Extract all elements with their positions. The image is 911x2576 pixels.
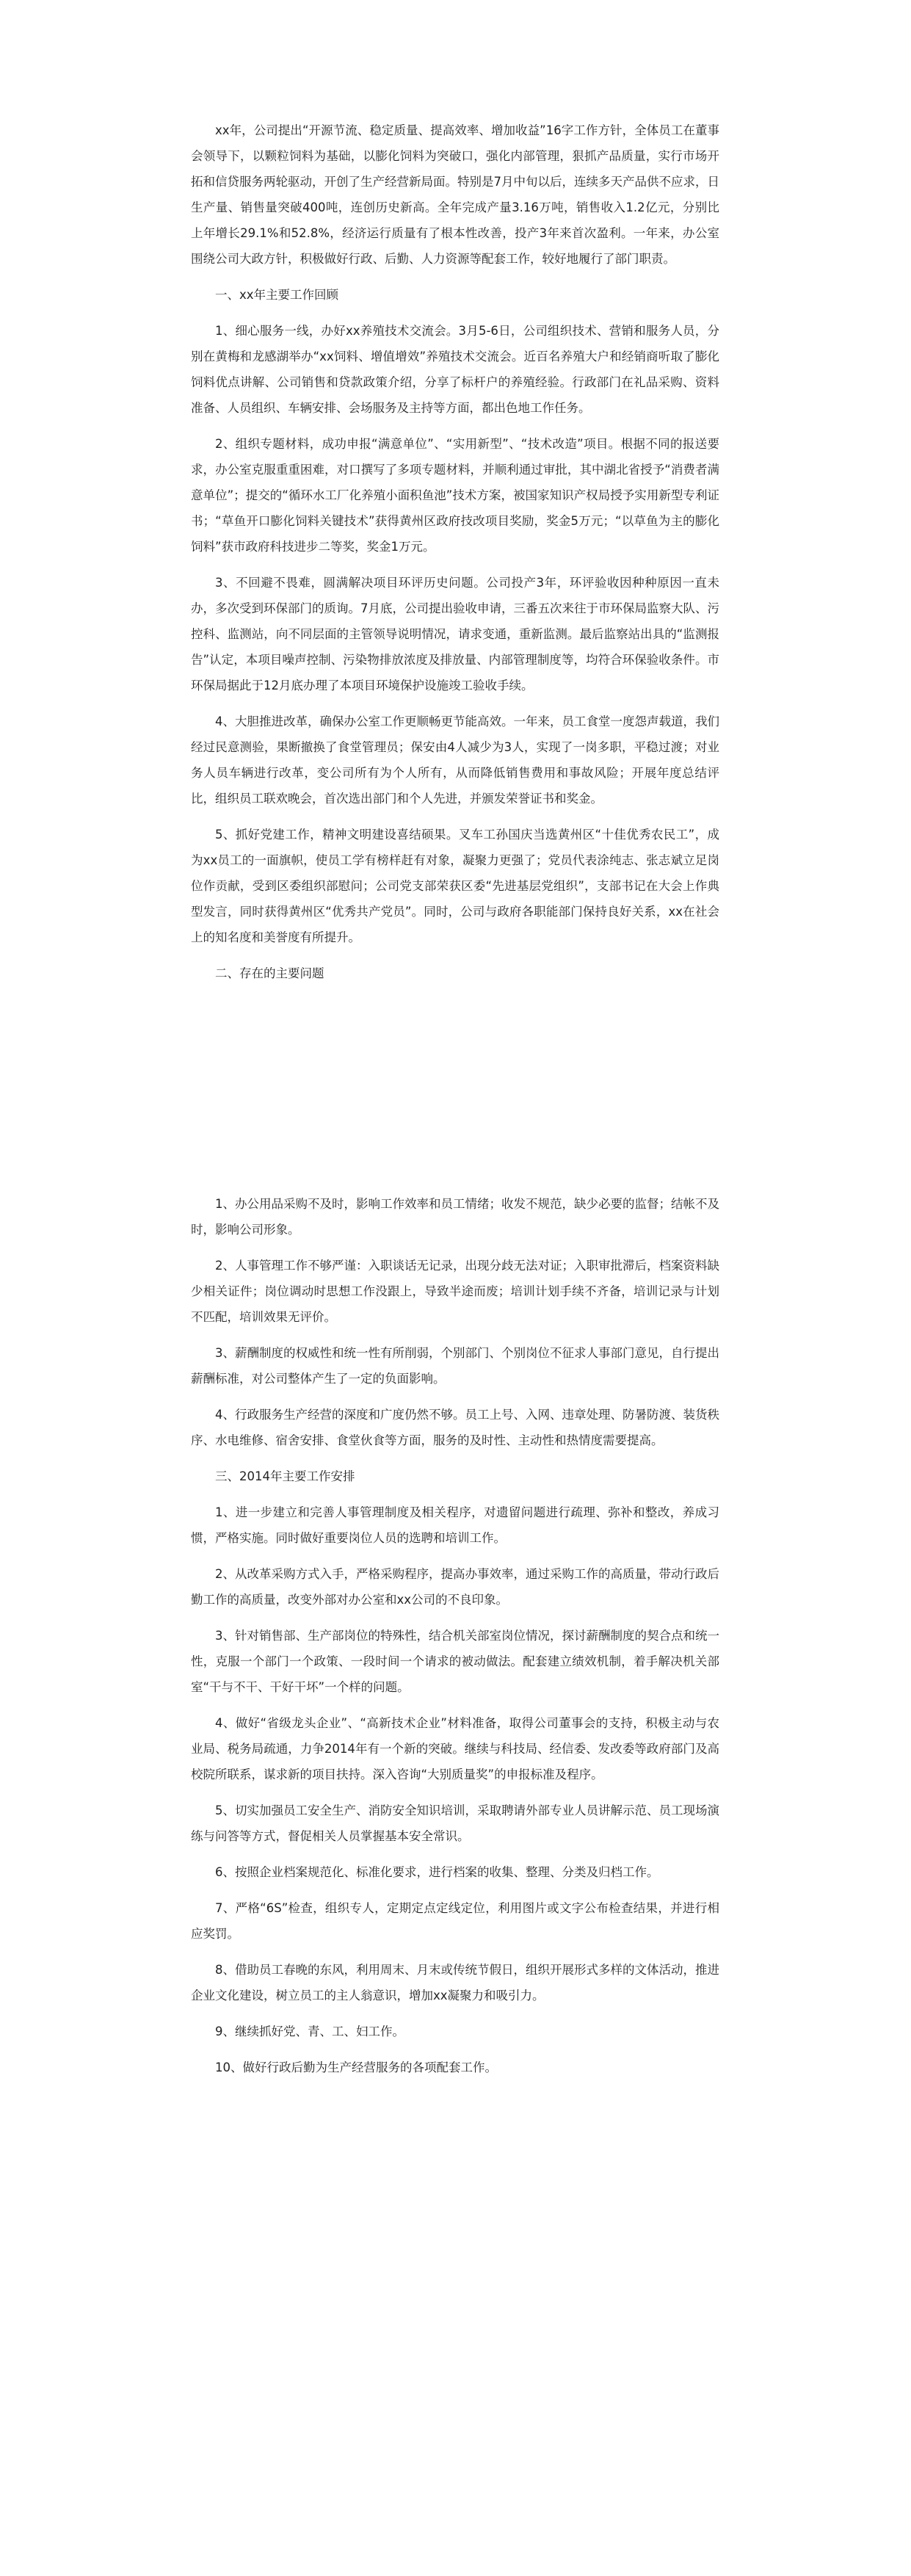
plan-item-10: 10、做好行政后勤为生产经营服务的各项配套工作。 xyxy=(215,2061,497,2074)
review-item-3: 3、不回避不畏难，圆满解决项目环评历史问题。公司投产3年，环评验收因种种原因一直未办，多次受到环保部门的质询。7月底，公司提出验收申请，三番五次来往于市环保局监察大队、污控科、监测站，向不同层面的主管领导说明情况，请求变通，重新监测。最后监察站出具的“监测报告”认定，本项目噪声控制、污染物排放浓度及排放量、内部管理制度等，均符合环保验收条件。市环保局据此于12月底办理了本项目环境保护设施竣工验收手续。 xyxy=(191,576,719,692)
review-item-5: 5、抓好党建工作，精神文明建设喜结硕果。叉车工孙国庆当选黄州区“十佳优秀农民工”，成为xx员工的一面旗帜，使员工学有榜样赶有对象，凝聚力更强了；党员代表涂纯志、张志斌立足岗位作贡献，受到区委组织部慰问；公司党支部荣获区委“先进基层党组织”，支部书记在大会上作典型发言，同时获得黄州区“优秀共产党员”。同时，公司与政府各职能部门保持良好关系，xx在社会上的知名度和美誉度有所提升。 xyxy=(191,828,719,944)
intro-paragraph: xx年，公司提出“开源节流、稳定质量、提高效率、增加收益”16字工作方针，全体员工在董事会领导下，以颗粒饲料为基础，以膨化饲料为突破口，强化内部管理，狠抓产品质量，实行市场开拓和信贷服务两轮驱动，开创了生产经营新局面。特别是7月中旬以后，连续多天产品供不应求，日生产量、销售量突破400吨，连创历史新高。全年完成产量3.16万吨，销售收入1.2亿元，分别比上年增长29.1%和52.8%，经济运行质量有了根本性改善，投产3年来首次盈利。一年来，办公室围绕公司大政方针，积极做好行政、后勤、人力资源等配套工作，较好地履行了部门职责。 xyxy=(191,123,719,266)
section-heading-plan: 三、2014年主要工作安排 xyxy=(215,1469,355,1483)
plan-item-4: 4、做好“省级龙头企业”、“高新技术企业”材料准备，取得公司董事会的支持，积极主动与农业局、税务局疏通，力争2014年有一个新的突破。继续与科技局、经信委、发改委等政府部门及高校院所联系，谋求新的项目扶持。深入咨询“大别质量奖”的申报标准及程序。 xyxy=(191,1716,719,1781)
plan-item-1: 1、进一步建立和完善人事管理制度及相关程序，对遗留问题进行疏理、弥补和整改，养成习惯，严格实施。同时做好重要岗位人员的选聘和培训工作。 xyxy=(191,1505,719,1545)
plan-item-7: 7、严格“6S”检查，组织专人，定期定点定线定位，利用图片或文字公布检查结果，并进行相应奖罚。 xyxy=(191,1901,719,1941)
section-heading-review: 一、xx年主要工作回顾 xyxy=(215,288,339,302)
plan-item-2: 2、从改革采购方式入手，严格采购程序，提高办事效率，通过采购工作的高质量，带动行政后勤工作的高质量，改变外部对办公室和xx公司的不良印象。 xyxy=(191,1567,719,1607)
blank-gap xyxy=(191,996,719,1191)
review-item-2: 2、组织专题材料，成功申报“满意单位”、“实用新型”、“技术改造”项目。根据不同的报送要求，办公室克服重重困难，对口撰写了多项专题材料，并顺利通过审批，其中湖北省授予“消费者满意单位”；提交的“循环水工厂化养殖小面积鱼池”技术方案，被国家知识产权局授予实用新型专利证书；“草鱼开口膨化饲料关键技术”获得黄州区政府技改项目奖励，奖金5万元；“以草鱼为主的膨化饲料”获市政府科技进步二等奖，奖金1万元。 xyxy=(191,437,719,554)
document-body xyxy=(191,117,719,2091)
review-item-4: 4、大胆推进改革，确保办公室工作更顺畅更节能高效。一年来，员工食堂一度怨声载道，我们经过民意测验，果断撤换了食堂管理员；保安由4人减少为3人，实现了一岗多职，平稳过渡；对业务人员车辆进行改革，变公司所有为个人所有，从而降低销售费用和事故风险；开展年度总结评比，组织员工联欢晚会，首次选出部门和个人先进，并颁发荣誉证书和奖金。 xyxy=(191,714,719,806)
problem-item-3: 3、薪酬制度的权威性和统一性有所削弱，个别部门、个别岗位不征求人事部门意见，自行提出薪酬标准，对公司整体产生了一定的负面影响。 xyxy=(191,1346,719,1386)
plan-item-3: 3、针对销售部、生产部岗位的特殊性，结合机关部室岗位情况，探讨薪酬制度的契合点和统一性，克服一个部门一个政策、一段时间一个请求的被动做法。配套建立绩效机制，着手解决机关部室“干与不干、干好干坏”一个样的问题。 xyxy=(191,1629,719,1694)
plan-item-6: 6、按照企业档案规范化、标准化要求，进行档案的收集、整理、分类及归档工作。 xyxy=(215,1865,659,1879)
plan-item-5: 5、切实加强员工安全生产、消防安全知识培训，采取聘请外部专业人员讲解示范、员工现场演练与问答等方式，督促相关人员掌握基本安全常识。 xyxy=(191,1803,719,1843)
plan-item-9: 9、继续抓好党、青、工、妇工作。 xyxy=(215,2025,404,2038)
problem-item-4: 4、行政服务生产经营的深度和广度仍然不够。员工上号、入网、违章处理、防暑防渡、装货秩序、水电维修、宿舍安排、食堂伙食等方面，服务的及时性、主动性和热情度需要提高。 xyxy=(191,1408,719,1447)
section-heading-problems: 二、存在的主要问题 xyxy=(215,966,324,980)
problem-item-2: 2、人事管理工作不够严谨：入职谈话无记录，出现分歧无法对证；入职审批滞后，档案资料缺少相关证件；岗位调动时思想工作没跟上，导致半途而废；培训计划手续不齐备，培训记录与计划不匹配，培训效果无评价。 xyxy=(191,1259,719,1324)
plan-item-8: 8、借助员工春晚的东风，利用周末、月末或传统节假日，组织开展形式多样的文体活动，推进企业文化建设，树立员工的主人翁意识，增加xx凝聚力和吸引力。 xyxy=(191,1963,719,2002)
problem-item-1: 1、办公用品采购不及时，影响工作效率和员工情绪；收发不规范，缺少必要的监督；结帐不及时，影响公司形象。 xyxy=(191,1197,719,1237)
review-item-1: 1、细心服务一线，办好xx养殖技术交流会。3月5-6日，公司组织技术、营销和服务人员，分别在黄梅和龙感湖举办“xx饲料、增值增效”养殖技术交流会。近百名养殖大户和经销商听取了膨化饲料优点讲解、公司销售和贷款政策介绍，分享了标杆户的养殖经验。行政部门在礼品采购、资料准备、人员组织、车辆安排、会场服务及主持等方面，都出色地工作任务。 xyxy=(191,324,719,415)
